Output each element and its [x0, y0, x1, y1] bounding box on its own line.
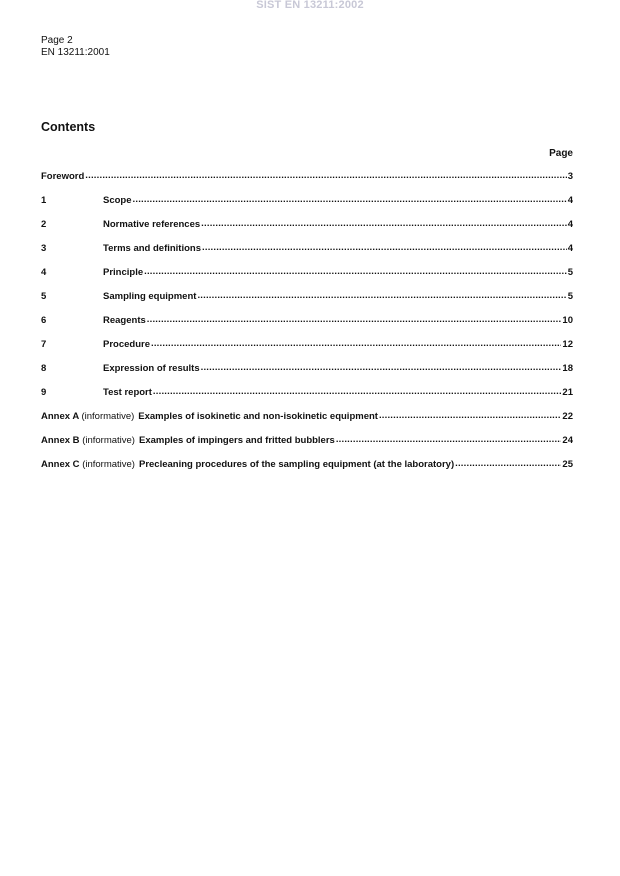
toc-entry-page: 5 [567, 291, 573, 302]
toc-entry-title: Examples of impingers and fritted bubblers [138, 435, 335, 446]
toc-entry-number: 1 [41, 195, 47, 206]
toc-entry-title: Normative references [103, 219, 201, 230]
toc-entry-page: 10 [562, 315, 573, 326]
dot-leader [85, 170, 566, 181]
toc-entry-page: 3 [567, 171, 573, 182]
dot-leader [144, 266, 567, 277]
toc-entry-page: 12 [562, 339, 573, 350]
dot-leader [336, 434, 562, 445]
toc-entry-page: 5 [567, 267, 573, 278]
annex-label [41, 411, 138, 422]
dot-leader [201, 362, 562, 373]
toc-entry-number: 3 [41, 243, 47, 254]
toc-entry-number: 7 [41, 339, 47, 350]
annex-letter: Annex C [41, 459, 80, 470]
toc-entry-page: 4 [567, 243, 573, 254]
toc-entry-number: 6 [41, 315, 47, 326]
toc-entry-page: 24 [562, 435, 573, 446]
contents-title: Contents [41, 120, 96, 134]
dot-leader [379, 410, 561, 421]
page-label: Page 2 [41, 35, 73, 46]
toc-entry-title: Principle [103, 267, 144, 278]
toc-entry-procedure[interactable] [41, 339, 573, 363]
toc-entry-title: Examples of isokinetic and non-isokinetic equipment [138, 411, 378, 422]
toc-entry-scope[interactable] [41, 195, 573, 219]
toc-entry-normative-references[interactable] [41, 219, 573, 243]
toc-entry-title: Scope [103, 195, 132, 206]
toc-entry-page: 22 [562, 411, 573, 422]
toc-entry-title: Reagents [103, 315, 146, 326]
toc-entry-number: 2 [41, 219, 47, 230]
toc-entry-sampling-equipment[interactable] [41, 291, 573, 315]
toc-entry-page: 21 [562, 387, 573, 398]
toc-entry-number: 9 [41, 387, 47, 398]
toc-entry-title: Procedure [103, 339, 150, 350]
toc-entry-foreword[interactable] [41, 171, 573, 195]
toc-entry-terms-and-definitions[interactable] [41, 243, 573, 267]
page-header [41, 35, 110, 59]
table-of-contents [41, 171, 573, 483]
toc-entry-principle[interactable] [41, 267, 573, 291]
toc-entry-page: 25 [562, 459, 573, 470]
toc-entry-title: Terms and definitions [103, 243, 202, 254]
dot-leader [202, 242, 567, 253]
annex-letter: Annex B [41, 435, 80, 446]
toc-entry-page: 4 [567, 195, 573, 206]
dot-leader [151, 338, 561, 349]
watermark: SIST EN 13211:2002 [256, 0, 364, 11]
toc-entry-annex-c[interactable] [41, 459, 573, 483]
toc-entry-number: 4 [41, 267, 47, 278]
toc-entry-title: Foreword [41, 171, 85, 182]
annex-type: (informative) [81, 411, 135, 422]
annex-label [41, 435, 139, 446]
toc-entry-expression-of-results[interactable] [41, 363, 573, 387]
dot-leader [197, 290, 566, 301]
annex-type: (informative) [82, 459, 135, 470]
toc-entry-title: Sampling equipment [103, 291, 197, 302]
annex-type: (informative) [82, 435, 135, 446]
toc-entry-page: 18 [562, 363, 573, 374]
dot-leader [153, 386, 562, 397]
page-column-label: Page [549, 148, 573, 159]
standard-number: EN 13211:2001 [41, 47, 110, 58]
toc-entry-annex-a[interactable] [41, 411, 573, 435]
dot-leader [201, 218, 567, 229]
toc-entry-title: Expression of results [103, 363, 200, 374]
annex-letter: Annex A [41, 411, 79, 422]
toc-entry-annex-b[interactable] [41, 435, 573, 459]
dot-leader [455, 458, 561, 469]
toc-entry-number: 8 [41, 363, 47, 374]
toc-entry-title: Test report [103, 387, 152, 398]
annex-label [41, 459, 139, 470]
toc-entry-number: 5 [41, 291, 47, 302]
toc-entry-title: Precleaning procedures of the sampling equipment (at the laboratory) [138, 459, 455, 470]
toc-entry-page: 4 [567, 219, 573, 230]
toc-entry-test-report[interactable] [41, 387, 573, 411]
toc-entry-reagents[interactable] [41, 315, 573, 339]
dot-leader [133, 194, 567, 205]
dot-leader [147, 314, 562, 325]
